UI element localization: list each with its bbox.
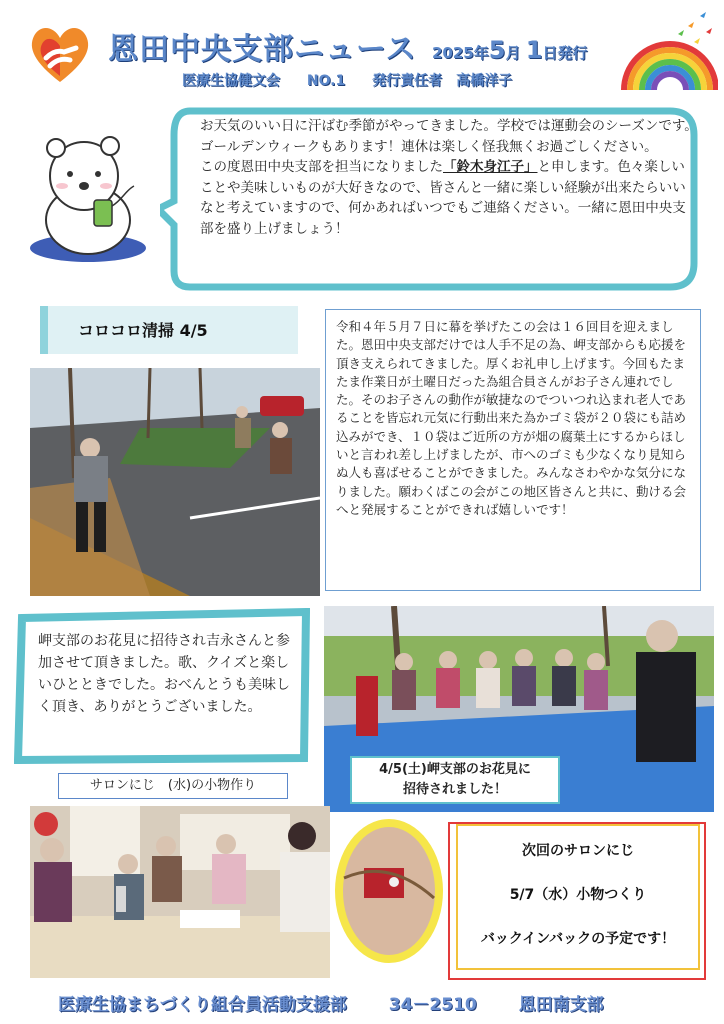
intro-paragraph-2: この度恩田中央支部を担当になりました「鈴木身江子」と申します。色々楽しいことや美味しいものが大好きなので、皆さんと一緒に楽しい経験が出来たらいいなと考えていますので、何かあればいつでもご連絡ください。一緒に恩田中央支部を盛り上げましょう！ bbox=[200, 159, 686, 237]
intro-message bbox=[200, 116, 698, 239]
footer-dept: 医療生協まちづくり組合員活動支援部 bbox=[58, 995, 347, 1015]
next-salon-date: 5/7（水）小物つくり bbox=[509, 887, 647, 903]
hanami-caption: 4/5(土)岬支部のお花見に 招待されました！ bbox=[350, 756, 560, 804]
footer-phone: 34－2510 bbox=[388, 995, 477, 1015]
new-staff-name: 「鈴木身江子」 bbox=[443, 159, 538, 175]
org-name: 医療生協健文会 bbox=[182, 73, 280, 89]
footer bbox=[58, 990, 698, 1015]
next-salon-title: 次回のサロンにじ bbox=[522, 843, 634, 859]
publisher: 発行責任者 高橋洋子 bbox=[372, 73, 513, 89]
issue-date: 2025年5月 1日発行 bbox=[432, 36, 588, 64]
footer-branch: 恩田南支部 bbox=[518, 995, 604, 1015]
cleaning-section-title: コロコロ清掃 4/5 bbox=[78, 321, 208, 340]
heart-hands-logo bbox=[24, 18, 96, 90]
salon-label: サロンにじ (水)の小物作り bbox=[58, 773, 288, 799]
bear-with-phone-illustration bbox=[18, 130, 158, 270]
craft-closeup-photo bbox=[334, 818, 444, 964]
salon-crafts-photo bbox=[30, 806, 330, 978]
intro-paragraph-1: お天気のいい日に汗ばむ季節がやってきました。学校では運動会のシーズンです。ゴールデンウィークもあります！連休は楽しく怪我無くお過ごしください。 bbox=[200, 118, 698, 155]
next-salon-plan: バックインバックの予定です！ bbox=[480, 931, 676, 947]
cleaning-photo bbox=[30, 368, 320, 596]
hanami-message: 岬支部のお花見に招待され吉永さんと参加させて頂きました。歌、クイズと楽しいひとときでした。おべんとうも美味しく頂き、ありがとうございました。 bbox=[38, 633, 290, 715]
publisher-line bbox=[182, 70, 534, 90]
newsletter-title: 恩田中央支部ニュース bbox=[108, 32, 417, 67]
cleaning-report: 令和４年５月７日に幕を挙げたこの会は１６回目を迎えました。恩田中央支部だけでは人手不足の為、岬支部からも応援を頂き支えられてきました。厚くお礼申し上げます。今回もたまたま作業日が土曜日だった為組合員さんがお子さん連れでした。そのお子さんの動作が敏捷なのでついつれ込まれ老人であることを皆忘れ元気に行動出来た為かゴミ袋が２０袋にも詰め込みができ、１０袋はご近所の方が畑の腐葉土にするからほしいと言われ差し上げましたが、市へのゴミも少なくなり見知らぬ人も喜ばせることができました。みんなさわやかな気分になりました。願わくばこの会がこの地区皆さんと共に、動ける会へと発展することができれば嬉しいです！ bbox=[325, 309, 701, 591]
rainbow-birds-illustration bbox=[618, 6, 718, 94]
issue-number: NO.1 bbox=[306, 73, 346, 89]
